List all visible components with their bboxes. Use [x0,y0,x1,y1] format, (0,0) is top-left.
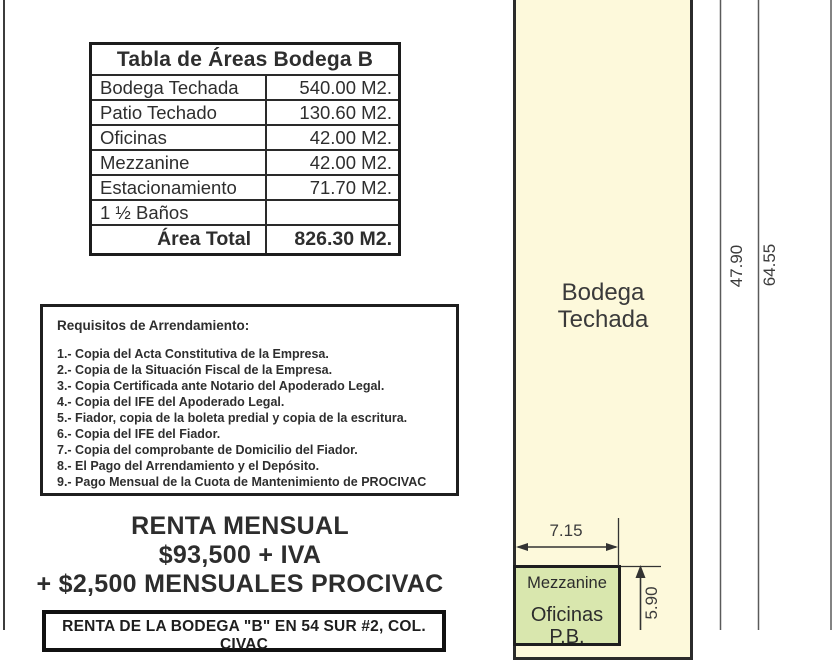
requirements-list [57,346,456,490]
area-row-value: 540.00 M2. [265,76,398,99]
dimension-label-mezzanine-width: 7.15 [549,521,583,540]
requirements-title: Requisitos de Arrendamiento: [57,318,250,333]
list-item: 3.- Copia Certificada ante Notario del Apoderado Legal. [57,379,385,393]
list-item: 1.- Copia del Acta Constitutiva de la Empresa. [57,347,329,361]
area-row-label: Estacionamiento [100,177,237,198]
table-row [92,74,398,99]
area-row-value [265,201,398,224]
table-row [92,149,398,174]
office-label-line2: P.B. [549,626,585,648]
area-row-value: 71.70 M2. [265,176,398,199]
maintenance-fee: + $2,500 MENSUALES PROCIVAC [36,570,444,598]
list-item: 8.- El Pago del Arrendamiento y el Depósito. [57,459,320,473]
table-row [92,124,398,149]
dimension-label-total-length: 64.55 [760,243,779,287]
area-row-value: 130.60 M2. [265,101,398,124]
requirements-box [40,304,459,496]
area-row-label: Bodega Techada [100,77,239,98]
table-row [92,99,398,124]
list-item: 6.- Copia del IFE del Fiador. [57,427,221,441]
list-item: 4.- Copia del IFE del Apoderado Legal. [57,395,285,409]
table-row [92,199,398,224]
rent-amount: $93,500 + IVA [158,541,322,569]
list-item: 5.- Fiador, copia de la boleta predial y copia de la escritura. [57,411,408,425]
office-label [516,604,618,648]
list-item: 9.- Pago Mensual de la Cuota de Mantenimiento de PROCIVAC [57,475,427,489]
address-text: RENTA DE LA BODEGA "B" EN 54 SUR #2, COL. CIVAC [62,618,426,653]
areas-table [89,42,401,256]
mezzanine-label: Mezzanine [527,574,607,592]
dimension-label-warehouse-length: 47.90 [727,244,746,288]
total-value: 826.30 M2. [265,226,398,253]
office-label-line1: Oficinas [530,604,604,626]
pricing-block [0,512,480,599]
areas-table-title: Tabla de Áreas Bodega B [116,48,374,71]
warehouse-label-line1: Bodega [561,279,645,306]
warehouse-label [513,279,693,333]
area-row-label: Patio Techado [100,102,217,123]
area-row-value: 42.00 M2. [265,151,398,174]
total-label: Área Total [157,228,251,250]
list-item: 7.- Copia del comprobante de Domicilio del Fiador. [57,443,358,457]
dimension-label-office-depth: 5.90 [642,586,661,620]
warehouse-label-line2: Techada [557,306,649,333]
area-row-label: Mezzanine [100,152,190,173]
list-item: 2.- Copia de la Situación Fiscal de la Empresa. [57,363,333,377]
area-row-label: 1 ½ Baños [100,202,189,223]
table-row [92,174,398,199]
mezzanine-office-area [513,565,621,646]
area-row-value: 42.00 M2. [265,126,398,149]
table-total-row [92,224,398,253]
monthly-rent-title: RENTA MENSUAL [131,512,349,540]
address-banner [42,610,446,652]
area-row-label: Oficinas [100,127,167,148]
